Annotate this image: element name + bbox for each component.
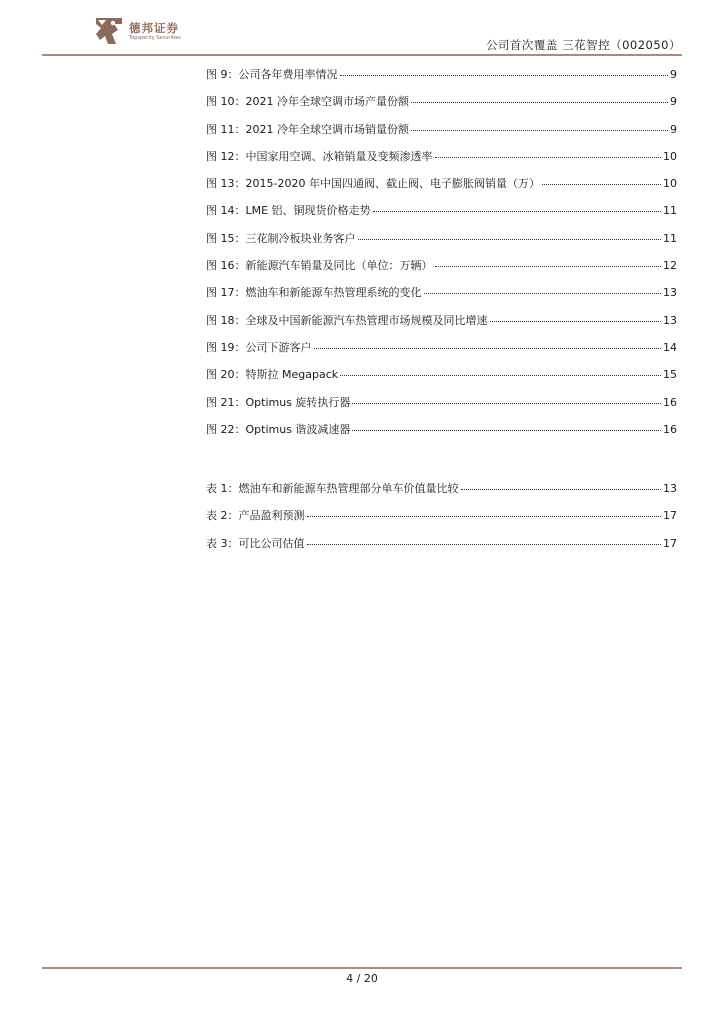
logo-text: 德邦证券 <box>129 20 179 35</box>
company-logo <box>92 14 181 48</box>
figure-entry-label: 图 11：2021 冷年全球空调市场销量份额 <box>206 122 409 136</box>
figure-entry-page-number: 13 <box>663 313 677 327</box>
figure-entry[interactable] <box>206 341 677 368</box>
figure-entry-label: 图 13：2015-2020 年中国四通阀、截止阀、电子膨胀阀销量（万） <box>206 177 540 191</box>
dot-leader <box>352 402 661 404</box>
figure-entry-page-number: 10 <box>663 177 677 191</box>
figure-entry-page-number: 11 <box>663 231 677 245</box>
figures-index <box>206 68 677 450</box>
logo-emblem-icon <box>92 14 126 48</box>
figure-entry-page-number: 16 <box>663 422 677 436</box>
table-entry-page-number: 13 <box>663 482 677 495</box>
dot-leader <box>340 374 661 376</box>
figure-entry[interactable] <box>206 204 677 231</box>
figure-entry[interactable] <box>206 396 677 423</box>
dot-leader <box>461 488 662 490</box>
figure-entry-label: 图 18：全球及中国新能源汽车热管理市场规模及同比增速 <box>206 313 488 327</box>
table-entry-label: 表 2：产品盈利预测 <box>206 509 305 523</box>
figure-entry-page-number: 11 <box>663 204 677 218</box>
tables-index <box>206 482 677 564</box>
figure-entry[interactable] <box>206 68 677 95</box>
table-entry-label: 表 3：可比公司估值 <box>206 536 305 550</box>
figure-entry-page-number: 16 <box>663 395 677 409</box>
figure-entry[interactable] <box>206 314 677 341</box>
dot-leader <box>352 429 661 431</box>
dot-leader <box>411 101 668 103</box>
page-header <box>0 0 724 60</box>
dot-leader <box>490 320 662 322</box>
figure-entry[interactable] <box>206 123 677 150</box>
figure-entry-page-number: 12 <box>663 259 677 273</box>
footer-divider <box>42 967 682 969</box>
figure-entry[interactable] <box>206 232 677 259</box>
figure-entry-label: 图 10：2021 冷年全球空调市场产量份额 <box>206 95 409 109</box>
figure-entry-page-number: 15 <box>663 368 677 382</box>
figure-entry-page-number: 9 <box>670 95 677 109</box>
figure-entry[interactable] <box>206 177 677 204</box>
dot-leader <box>542 183 661 185</box>
figure-entry[interactable] <box>206 368 677 395</box>
figure-entry-label: 图 22：Optimus 谐波减速器 <box>206 422 351 436</box>
dot-leader <box>358 238 662 240</box>
figure-entry-page-number: 10 <box>663 149 677 163</box>
figure-entry[interactable] <box>206 95 677 122</box>
table-entry-page-number: 17 <box>663 536 677 550</box>
dot-leader <box>314 347 662 349</box>
figure-entry-page-number: 9 <box>670 68 677 81</box>
figure-entry-label: 图 21：Optimus 旋转执行器 <box>206 395 351 409</box>
table-entry-label: 表 1：燃油车和新能源车热管理部分单车价值量比较 <box>206 482 459 495</box>
table-entry[interactable] <box>206 509 677 536</box>
dot-leader <box>435 156 662 158</box>
figure-entry-label: 图 17：燃油车和新能源车热管理系统的变化 <box>206 286 422 300</box>
page-number: 4 / 20 <box>346 972 378 985</box>
table-entry-page-number: 17 <box>663 509 677 523</box>
figure-entry-label: 图 16：新能源汽车销量及同比（单位：万辆） <box>206 259 433 273</box>
table-entry[interactable] <box>206 482 677 509</box>
dot-leader <box>340 74 669 76</box>
header-divider <box>42 54 682 56</box>
dot-leader <box>435 265 662 267</box>
figure-entry-page-number: 14 <box>663 340 677 354</box>
figure-entry-label: 图 9：公司各年费用率情况 <box>206 68 338 81</box>
figure-entry-label: 图 12：中国家用空调、冰箱销量及变频渗透率 <box>206 149 433 163</box>
table-entry[interactable] <box>206 537 677 564</box>
figure-entry-label: 图 14：LME 铝、铜现货价格走势 <box>206 204 371 218</box>
dot-leader <box>373 210 661 212</box>
figure-entry[interactable] <box>206 423 677 450</box>
dot-leader <box>307 543 662 545</box>
figure-entry-label: 图 20：特斯拉 Megapack <box>206 368 339 382</box>
figure-entry-page-number: 13 <box>663 286 677 300</box>
figure-entry[interactable] <box>206 259 677 286</box>
figure-entry[interactable] <box>206 150 677 177</box>
figure-entry-label: 图 15：三花制冷板块业务客户 <box>206 231 356 245</box>
dot-leader <box>424 292 662 294</box>
dot-leader <box>307 515 662 517</box>
figure-entry[interactable] <box>206 286 677 313</box>
document-title: 公司首次覆盖 三花智控（002050） <box>485 38 681 52</box>
dot-leader <box>411 129 668 131</box>
figure-entry-page-number: 9 <box>670 122 677 136</box>
logo-subtext: Topsperity Securities <box>129 34 181 41</box>
figure-entry-label: 图 19：公司下游客户 <box>206 340 312 354</box>
